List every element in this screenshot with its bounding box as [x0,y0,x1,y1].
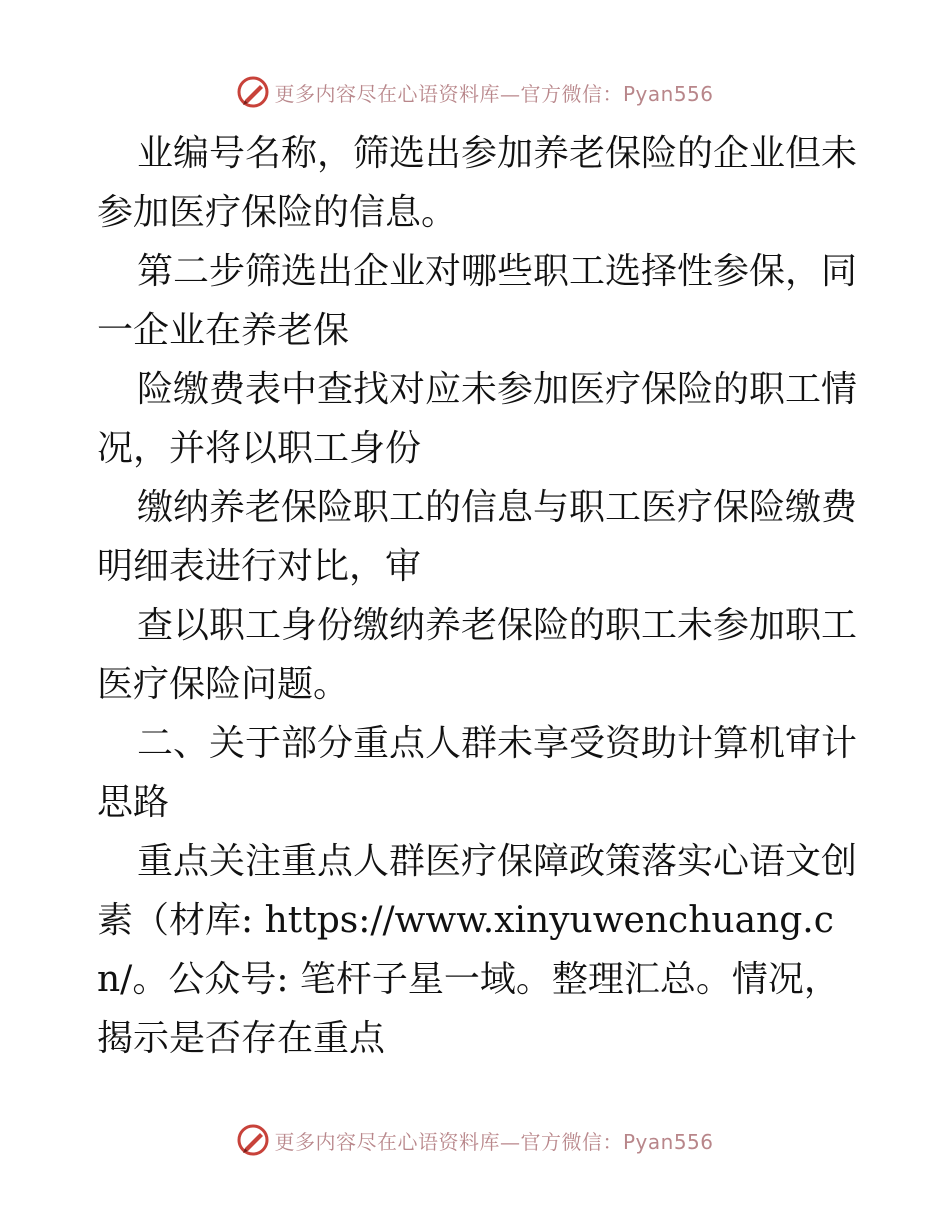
banner-sep: — [499,1129,521,1154]
section-heading: 二、关于部分重点人群未享受资助计算机审计思路 [97,723,858,823]
paragraph: 重点关注重点人群医疗保障政策落实心语文创素（材库: https://www.xinyuwenchuang.cn/。公众号: 笔杆子星一域。整理汇总。情况，揭示是否存在重点 [97,841,858,1059]
paragraph: 查以职工身份缴纳养老保险的职工未参加职工医疗保险问题。 [97,605,858,705]
paragraph: 第二步筛选出企业对哪些职工选择性参保，同一企业在养老保 [97,251,858,351]
document-body [97,124,857,1068]
banner-main: 更多内容尽在心语资料库 [274,1129,500,1154]
banner-label: 官方微信： [520,81,623,106]
banner-label: 官方微信： [520,1129,623,1154]
header-banner [0,72,950,112]
paragraph: 缴纳养老保险职工的信息与职工医疗保险缴费明细表进行对比，审 [97,487,858,587]
paragraph: 险缴费表中查找对应未参加医疗保险的职工情况，并将以职工身份 [97,369,858,469]
footer-banner-text [274,1126,713,1155]
pen-logo-icon [236,1123,270,1157]
banner-handle: Pyan556 [622,1129,714,1154]
banner-handle: Pyan556 [622,81,714,106]
header-banner-text [274,78,713,107]
paragraph: 业编号名称，筛选出参加养老保险的企业但未参加医疗保险的信息。 [97,133,858,233]
pen-logo-icon [236,75,270,109]
footer-banner [0,1120,950,1160]
banner-main: 更多内容尽在心语资料库 [274,81,500,106]
banner-sep: — [499,81,521,106]
